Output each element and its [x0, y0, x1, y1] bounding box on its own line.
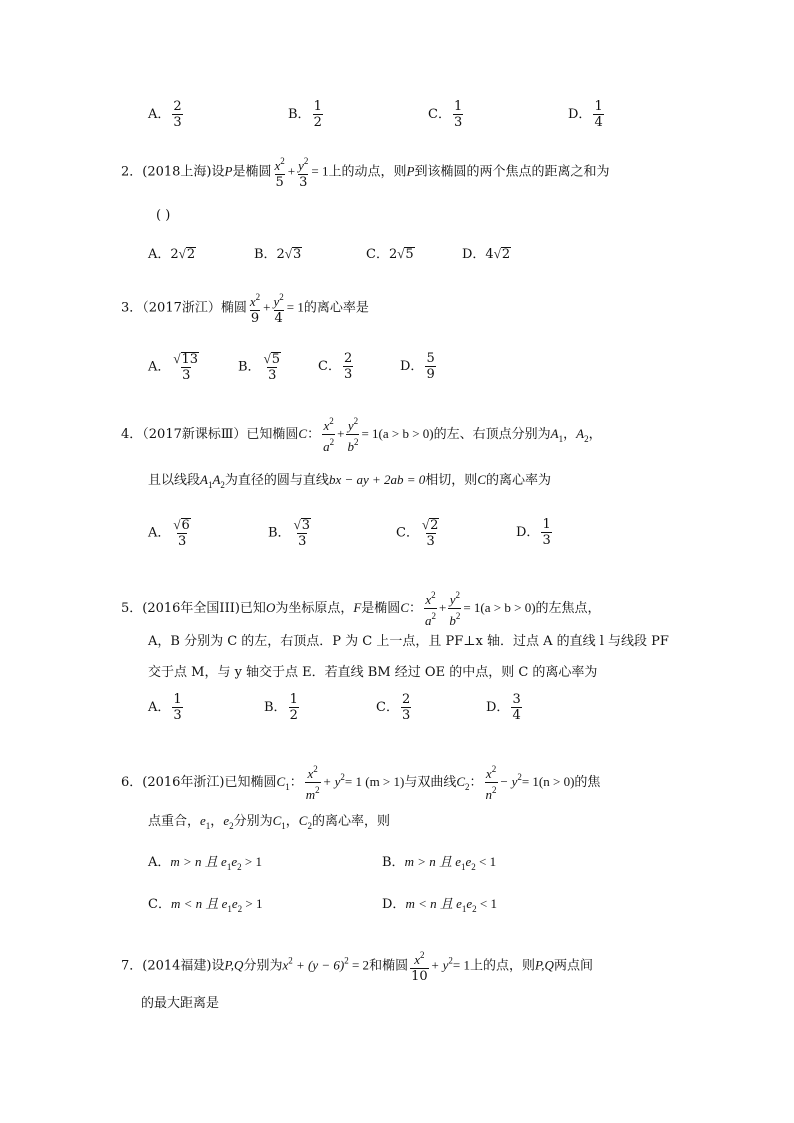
q4-stem-line2: 且以线段$A_1A_2$为直径的圆与直线bx − ay + 2ab = 0相切，则C的离心率为 [148, 472, 551, 490]
q4-option-c: C． $\frac{√2}{3}$ [396, 517, 439, 549]
q2-option-d: D．4√2 [462, 246, 511, 262]
q5-option-c: C． $\frac{2}{3}$ [376, 692, 411, 723]
q4-option-a: A． $\frac{√6}{3}$ [148, 517, 190, 549]
q5-stem-line3: 交于点 M，与 y 轴交于点 E．若直线 BM 经过 OE 的中点，则 C 的离心率为 [148, 665, 598, 680]
q2-option-b: B．2√3 [254, 246, 302, 262]
q6-option-a: A．m > n 且 $e_1e_2 > 1$ [148, 854, 262, 872]
q7-stem: 7．(2014福建)设P,Q分别为$x^2 + (y - 6)^2 = 2$和椭圆 $\frac{x^2}{10}$ + $y^2= 1$上的点，则P,Q两点间 [121, 950, 593, 984]
q5-option-a: A． $\frac{1}{3}$ [148, 692, 182, 723]
q5-option-b: B． $\frac{1}{2}$ [264, 692, 298, 723]
q3-option-c: C． $\frac{2}{3}$ [318, 351, 353, 382]
q1-option-d: D． $\frac{1}{4}$ [568, 99, 603, 130]
q2-stem: 2．(2018上海)设P是椭圆 $\frac{x^2}{5}$ + $\frac{y^2}{3}$ = 1上的动点，则P到该椭圆的两个焦点的距离之和为 [121, 156, 610, 190]
q6-stem: 6．(2016年浙江)已知椭圆$C_1$： $\frac{x^2}{m^2}$ + $y^2= 1$ (m > 1)与双曲线$C_2$： $\frac{x^2}{n^2}$ − $y^2= 1(n > 0)$的焦 [121, 764, 601, 802]
q4-option-d: D． $\frac{1}{3}$ [516, 517, 551, 548]
q6-option-d: D．m < n 且 $e_1e_2 < 1$ [382, 896, 497, 914]
q6-stem-line2: 点重合，$e_1$，$e_2$分别为$C_1$，$C_2$的离心率，则 [148, 813, 390, 831]
q5-stem: 5．(2016年全国III)已知O为坐标原点，F是椭圆C： $\frac{x^2}{a^2}$ + $\frac{y^2}{b^2}$ = 1(a > b > 0)的左焦点， [121, 590, 601, 628]
q1-option-c: C． $\frac{1}{3}$ [428, 99, 463, 130]
q2-answer-paren: ( ) [156, 208, 171, 223]
q3-option-d: D． $\frac{5}{9}$ [400, 351, 435, 382]
q6-option-b: B．m > n 且 $e_1e_2 < 1$ [382, 854, 497, 872]
q4-stem: 4．（2017新课标Ⅲ）已知椭圆C： $\frac{x^2}{a^2}$ + $\frac{y^2}{b^2}$ = 1(a > b > 0)的左、右顶点分别为$A_1$，$A_2$， [121, 416, 602, 454]
q1-option-b: B． $\frac{1}{2}$ [288, 99, 322, 130]
q3-option-a: A． $\frac{√13}{3}$ [148, 351, 199, 383]
q5-stem-line2: A，B 分别为 C 的左，右顶点．P 为 C 上一点，且 PF⊥x 轴．过点 A 的直线 l 与线段 PF [148, 634, 669, 649]
q7-stem-line2: 的最大距离是 [141, 996, 220, 1011]
q6-option-c: C．m < n 且 $e_1e_2 > 1$ [148, 896, 263, 914]
q2-option-a: A．2√2 [148, 246, 196, 262]
q3-stem: 3．（2017浙江）椭圆 $\frac{x^2}{9}$ + $\frac{y^2}{4}$ = 1的离心率是 [121, 292, 369, 326]
q4-option-b: B． $\frac{√3}{3}$ [268, 517, 310, 549]
q2-option-c: C．2√5 [366, 246, 414, 262]
q3-option-b: B． $\frac{√5}{3}$ [238, 351, 280, 383]
q1-option-a: A． $\frac{2}{3}$ [148, 99, 182, 130]
q5-option-d: D． $\frac{3}{4}$ [486, 692, 521, 723]
